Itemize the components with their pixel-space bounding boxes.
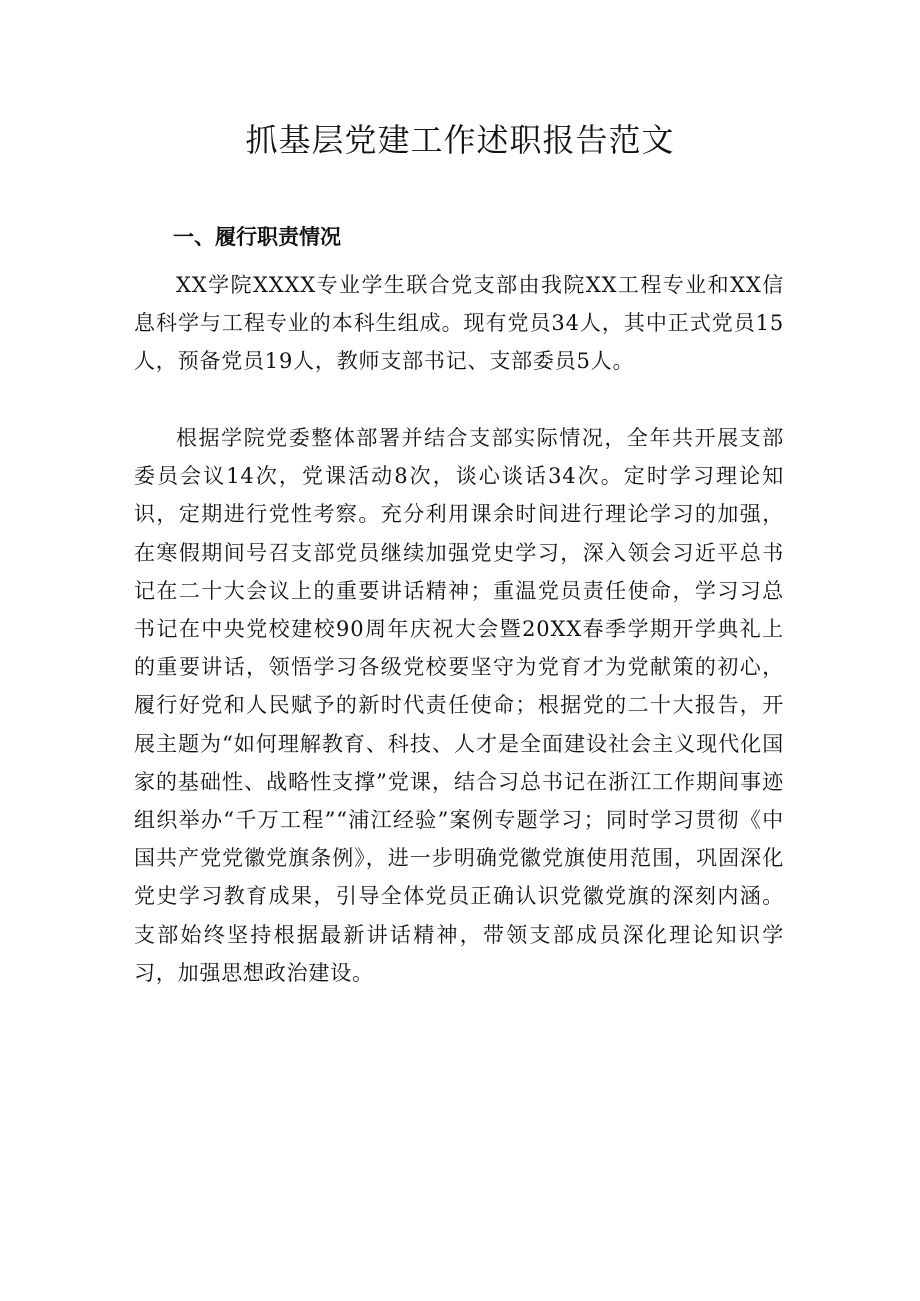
paragraph-annual-activities: 根据学院党委整体部署并结合支部实际情况，全年共开展支部委员会议14次，党课活动8次，谈心谈话34次。定时学习理论知识，定期进行党性考察。充分利用课余时间进行理论学习的加强，在寒假期间号召支部党员继续加强党史学习，深入领会习近平总书记在二十大会议上的重要讲话精神；重温党员责任使命，学习习总书记在中央党校建校90周年庆祝大会暨20XX春季学期开学典礼上的重要讲话，领悟学习各级党校要坚守为党育才为党献策的初心，履行好党和人民赋予的新时代责任使命；根据党的二十大报告，开展主题为“如何理解教育、科技、人才是全面建设社会主义现代化国家的基础性、战略性支撑”党课，结合习总书记在浙江工作期间事迹组织举办“千万工程”“浦江经验”案例专题学习；同时学习贯彻《中国共产党党徽党旗条例》，进一步明确党徽党旗使用范围，巩固深化党史学习教育成果，引导全体党员正确认识党徽党旗的深刻内涵。支部始终坚持根据最新讲话精神，带领支部成员深化理论知识学习，加强思想政治建设。 <box>134 426 784 985</box>
document-title: 抓基层党建工作述职报告范文 <box>245 121 675 159</box>
section-heading: 一、履行职责情况 <box>173 225 341 249</box>
paragraph-branch-overview: XX学院XXXX专业学生联合党支部由我院XX工程专业和XX信息科学与工程专业的本科生组成。现有党员34人，其中正式党员15人，预备党员19人，教师支部书记、支部委员5人。 <box>134 273 784 374</box>
